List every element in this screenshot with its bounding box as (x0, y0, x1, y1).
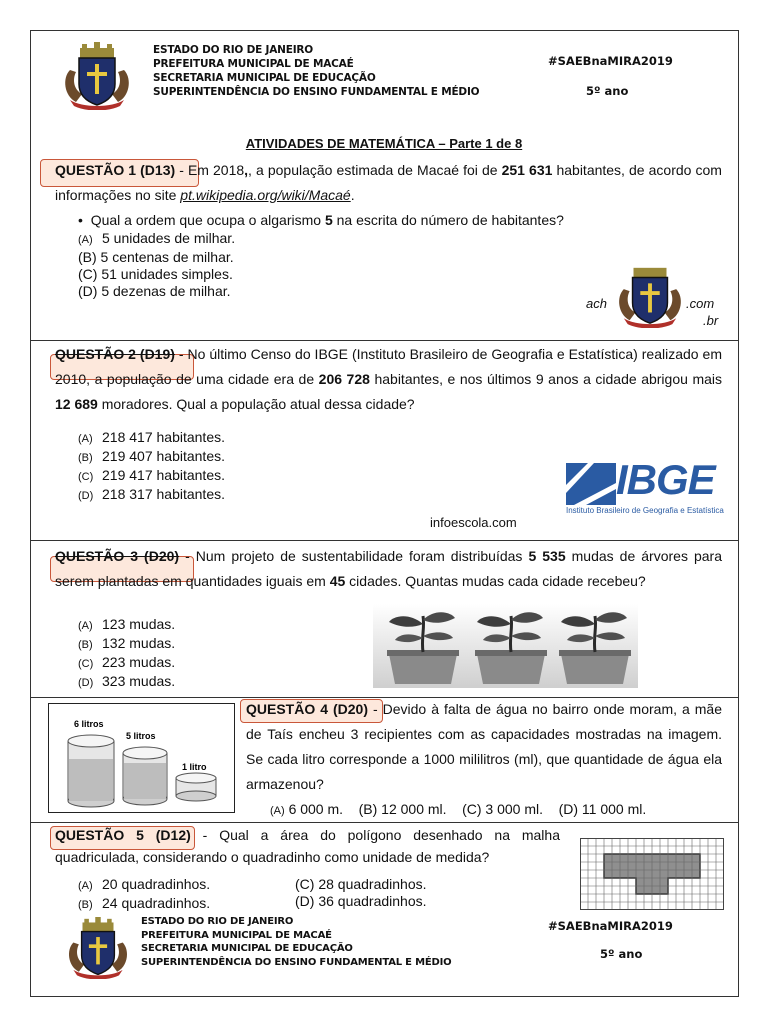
header-line: SECRETARIA MUNICIPAL DE EDUCAÇÃO (153, 72, 376, 84)
option-b[interactable] (78, 895, 210, 914)
header-line: SECRETARIA MUNICIPAL DE EDUCAÇÃO (141, 943, 353, 954)
question-5-options-right (295, 876, 427, 910)
divider (30, 340, 739, 341)
header-line: PREFEITURA MUNICIPAL DE MACAÉ (141, 929, 332, 941)
coat-of-arms-logo (62, 42, 132, 110)
option-d[interactable]: (D) 5 dezenas de milhar. (78, 283, 231, 299)
question-2-label: QUESTÃO 2 (D19) (55, 346, 175, 362)
bullet-dot: • (78, 212, 91, 228)
ibge-logo-text: IBGE (616, 456, 715, 503)
option-b[interactable] (78, 635, 175, 654)
divider (30, 822, 739, 823)
container-1-litro (176, 773, 216, 801)
text: habitantes, e nos últimos 9 anos a cidade abrigou mais (369, 371, 723, 387)
text: - Num projeto de sustentabilidade foram distribuídas (179, 548, 529, 564)
hashtag: #SAEBnaMIRA2019 (548, 919, 673, 933)
option-letter: (B) (78, 639, 93, 651)
header-line: ESTADO DO RIO DE JANEIRO (141, 916, 294, 927)
option-d[interactable]: (D) 11 000 ml. (558, 801, 647, 817)
option-c[interactable]: (C) 51 unidades simples. (78, 266, 233, 282)
question-3-label: QUESTÃO 3 (D20) (55, 548, 180, 564)
container-label: 6 litros (74, 719, 104, 729)
option-text: 20 quadradinhos. (102, 876, 211, 892)
option-d[interactable] (78, 673, 175, 692)
option-letter: (C) (78, 471, 94, 483)
option-letter: (D) (78, 677, 94, 689)
text: - No último Censo do IBGE (Instituto Brasileiro de Geografia e Estatística) realizado em 2010, a população de uma cidade era de (55, 346, 722, 387)
option-b[interactable]: (B) 12 000 ml. (358, 801, 447, 817)
footer-institution (141, 915, 451, 969)
image-credit: .com (686, 296, 715, 311)
option-text: 6 000 m. (288, 801, 344, 817)
question-5-options-left (78, 876, 210, 914)
option-text: 132 mudas. (102, 635, 176, 651)
question-1-bullet (78, 212, 564, 228)
option-b[interactable] (78, 448, 225, 467)
option-text: 218 417 habitantes. (102, 429, 225, 445)
question-3-options (78, 616, 175, 692)
grid-polygon-image (580, 838, 724, 910)
option-a[interactable] (78, 429, 225, 448)
option-b[interactable]: (B) 5 centenas de milhar. (78, 249, 234, 265)
option-text: 123 mudas. (102, 616, 176, 632)
option-letter: (D) (78, 490, 94, 502)
text: - Qual a área do polígono desenhado na malha quadriculada, considerando o quadradinho como unidade de medida? (55, 827, 560, 865)
option-letter: (A) (78, 234, 93, 246)
text: - Devido à falta de água no bairro onde moram, a mãe de Taís encheu 3 recipientes com as capacidades mostradas na imagem. Se cada litro corresponde a 1000 mililitros (ml), que quantidade de água ela armazenou? (246, 701, 722, 792)
option-a[interactable] (78, 876, 210, 895)
question-5-label: QUESTÃO 5 (D12) (55, 827, 191, 843)
option-letter: (B) (78, 452, 93, 464)
option-text: 24 quadradinhos. (102, 895, 211, 911)
option-letter: (B) (78, 899, 93, 911)
option-a[interactable] (78, 616, 175, 635)
option-c[interactable] (78, 467, 225, 486)
text: Qual a ordem que ocupa o algarismo (90, 212, 325, 228)
header-line: SUPERINTENDÊNCIA DO ENSINO FUNDAMENTAL E MÉDIO (153, 86, 480, 98)
container-5-litros (123, 747, 167, 805)
question-4-text (246, 697, 722, 797)
option-c[interactable]: (C) 3 000 ml. (462, 801, 544, 817)
question-4-options (270, 801, 646, 820)
option-letter: (A) (78, 433, 93, 445)
coat-of-arms-logo (615, 262, 685, 328)
hashtag: #SAEBnaMIRA2019 (548, 54, 673, 68)
grade-label: 5º ano (586, 84, 629, 98)
text: na escrita do número de habitantes? (332, 212, 564, 228)
number: 5 535 (528, 548, 566, 564)
container-6-litros (68, 735, 114, 807)
number: 45 (329, 573, 346, 589)
ibge-logo (566, 456, 726, 520)
divider (30, 540, 739, 541)
ibge-logo-subtitle: Instituto Brasileiro de Geografia e Estatística (566, 506, 724, 515)
text: , a população estimada de Macaé foi de (248, 162, 502, 178)
plant-seedlings-image (373, 604, 638, 688)
image-credit: infoescola.com (430, 515, 517, 530)
text: moradores. Qual a população atual dessa cidade? (97, 396, 415, 412)
question-4-label: QUESTÃO 4 (D20) (246, 701, 368, 717)
number: 5 (324, 212, 333, 228)
header-line: PREFEITURA MUNICIPAL DE MACAÉ (153, 58, 354, 70)
page-title: ATIVIDADES DE MATEMÁTICA – Parte 1 de 8 (245, 136, 523, 151)
header-line: SUPERINTENDÊNCIA DO ENSINO FUNDAMENTAL E MÉDIO (141, 956, 452, 968)
water-containers-image (48, 703, 235, 813)
option-d[interactable]: (D) 36 quadradinhos. (295, 893, 427, 909)
question-5-text (55, 824, 560, 868)
coat-of-arms-logo (66, 917, 130, 979)
option-a[interactable] (78, 230, 235, 249)
option-a[interactable] (270, 801, 343, 817)
option-text: 218 317 habitantes. (102, 486, 225, 502)
text: . (350, 187, 355, 203)
number: 206 728 (318, 371, 370, 387)
option-text: 5 unidades de milhar. (102, 230, 236, 246)
question-1-label: QUESTÃO 1 (D13) (55, 162, 176, 178)
image-credit: .br (703, 313, 719, 328)
option-text: 323 mudas. (102, 673, 176, 689)
option-c[interactable]: (C) 28 quadradinhos. (295, 876, 427, 892)
text: - Em 2018 (175, 162, 245, 178)
option-letter: (C) (78, 658, 94, 670)
option-d[interactable] (78, 486, 225, 505)
ibge-logo-icon (566, 463, 616, 505)
question-1-options (78, 230, 235, 300)
option-letter: (A) (78, 620, 93, 632)
question-1-text: QUESTÃO 1 (D13) - Em 2018,, a população estimada de Macaé foi de 251 631 habitantes, de acordo com informações no site pt.wikipedia.org/wiki/Macaé. (55, 162, 722, 203)
header-institution (153, 43, 479, 99)
option-c[interactable] (78, 654, 175, 673)
text: habitantes, de acordo com informações no site (55, 162, 722, 203)
question-3-text (55, 544, 722, 594)
option-text: 223 mudas. (102, 654, 176, 670)
container-label: 5 litros (126, 731, 156, 741)
question-2-text (55, 342, 722, 417)
number: 12 689 (55, 396, 98, 412)
option-letter: (A) (270, 805, 285, 817)
option-text: 219 407 habitantes. (102, 448, 225, 464)
container-label: 1 litro (182, 762, 207, 772)
option-letter: (A) (78, 880, 93, 892)
text: mudas de árvores para serem plantadas em quantidades iguais em (55, 548, 722, 589)
number: 251 631 (501, 162, 553, 178)
grade-label: 5º ano (600, 947, 643, 961)
source-link[interactable]: pt.wikipedia.org/wiki/Macaé (180, 187, 351, 203)
question-2-options (78, 429, 225, 505)
image-credit: ach (586, 296, 607, 311)
option-text: 219 417 habitantes. (102, 467, 225, 483)
text: cidades. Quantas mudas cada cidade recebeu? (345, 573, 646, 589)
header-line: ESTADO DO RIO DE JANEIRO (153, 44, 314, 56)
